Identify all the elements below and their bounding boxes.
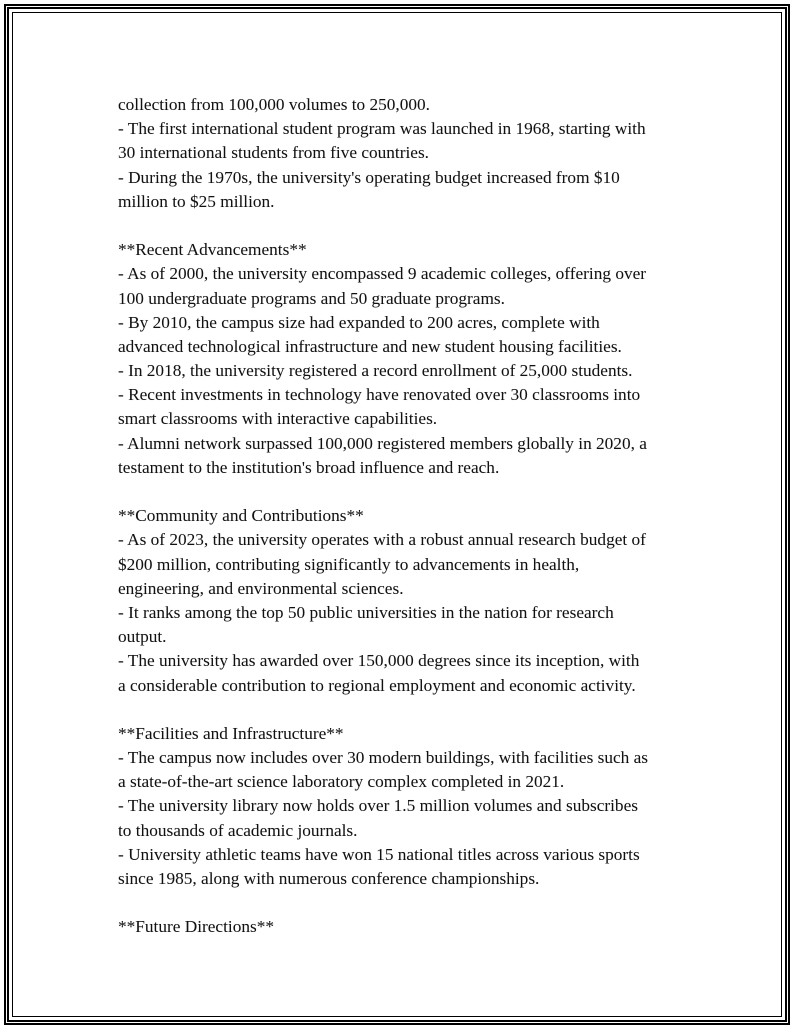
text-line: to thousands of academic journals.: [118, 820, 358, 840]
text-line: testament to the institution's broad influence and reach.: [118, 457, 500, 477]
text-line: a considerable contribution to regional employment and economic activity.: [118, 675, 636, 695]
text-line: - Alumni network surpassed 100,000 registered members globally in 2020, a: [118, 433, 647, 453]
text-line: smart classrooms with interactive capabilities.: [118, 409, 438, 429]
intro-block: [118, 93, 698, 214]
text-line: - University athletic teams have won 15 national titles across various sports: [118, 844, 640, 864]
paragraph-gap: [118, 214, 698, 238]
text-line: - Recent investments in technology have renovated over 30 classrooms into: [118, 385, 641, 405]
section-recent-advancements: [118, 238, 698, 480]
text-line: 100 undergraduate programs and 50 graduate programs.: [118, 288, 505, 308]
text-line: - The campus now includes over 30 modern buildings, with facilities such as: [118, 748, 649, 768]
text-line: - The university library now holds over 1.5 million volumes and subscribes: [118, 796, 638, 816]
section-future-directions: [118, 915, 698, 939]
text-line: collection from 100,000 volumes to 250,000.: [118, 95, 430, 114]
section-heading: **Recent Advancements**: [118, 240, 307, 260]
text-line: output.: [118, 627, 167, 647]
section-heading: **Community and Contributions**: [118, 506, 364, 526]
text-line: a state-of-the-art science laboratory complex completed in 2021.: [118, 772, 565, 792]
text-line: - In 2018, the university registered a record enrollment of 25,000 students.: [118, 361, 633, 381]
text-line: - As of 2000, the university encompassed 9 academic colleges, offering over: [118, 264, 647, 284]
section-facilities-infrastructure: [118, 722, 698, 891]
paragraph-gap: [118, 891, 698, 915]
document-body: [118, 93, 698, 940]
text-line: - It ranks among the top 50 public universities in the nation for research: [118, 602, 614, 622]
text-line: - The first international student program was launched in 1968, starting with: [118, 119, 646, 139]
text-line: million to $25 million.: [118, 191, 275, 211]
text-line: engineering, and environmental sciences.: [118, 578, 404, 598]
text-line: advanced technological infrastructure and new student housing facilities.: [118, 336, 622, 356]
section-heading: **Future Directions**: [118, 917, 274, 937]
paragraph-gap: [118, 698, 698, 722]
section-heading: **Facilities and Infrastructure**: [118, 723, 344, 743]
text-line: - By 2010, the campus size had expanded to 200 acres, complete with: [118, 312, 600, 332]
section-community-contributions: [118, 504, 698, 698]
text-line: since 1985, along with numerous conference championships.: [118, 869, 540, 888]
text-line: - The university has awarded over 150,000 degrees since its inception, with: [118, 651, 640, 671]
text-line: 30 international students from five countries.: [118, 143, 429, 163]
text-line: - During the 1970s, the university's operating budget increased from $10: [118, 167, 620, 187]
text-line: $200 million, contributing significantly to advancements in health,: [118, 554, 580, 574]
paragraph-gap: [118, 480, 698, 504]
text-line: - As of 2023, the university operates with a robust annual research budget of: [118, 530, 646, 550]
